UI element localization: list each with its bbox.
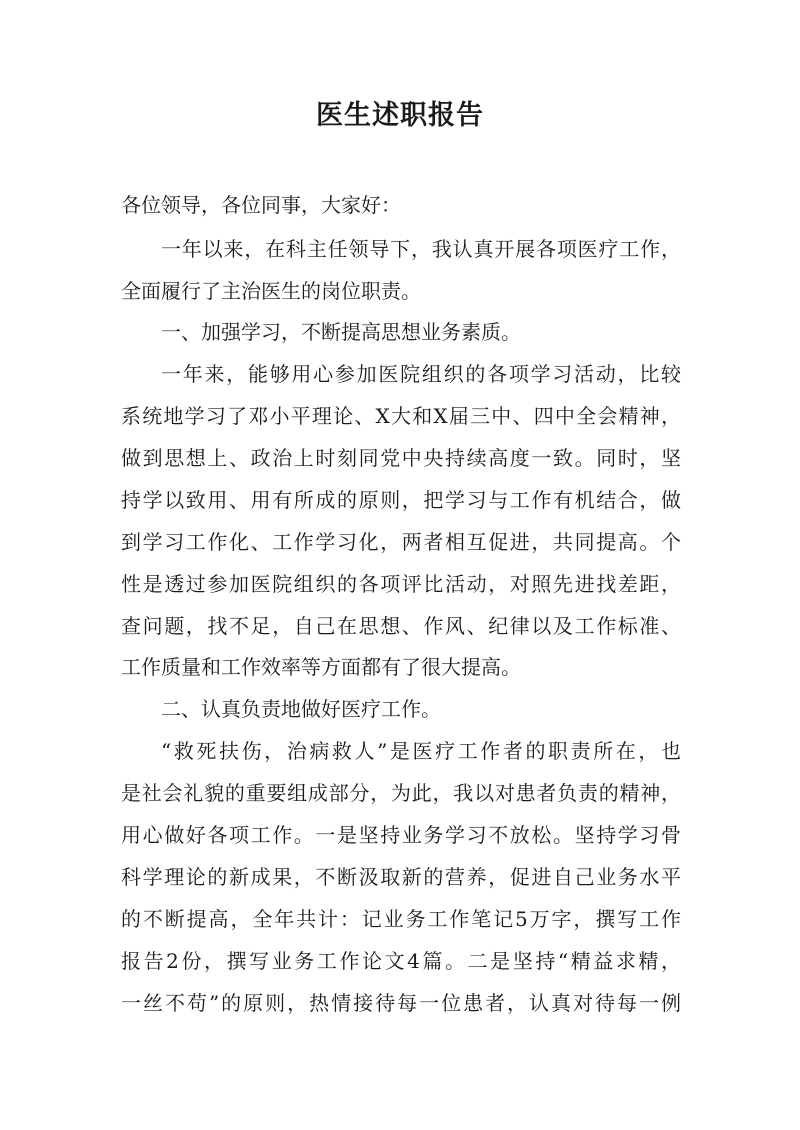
- greeting-line: 各位领导，各位同事，大家好：: [121, 193, 401, 217]
- paragraph-line: “救死扶伤，治病救人”是医疗工作者的职责所在，也: [161, 739, 681, 763]
- paragraph-line: 报告2份，撰写业务工作论文4篇。二是坚持“精益求精，: [121, 949, 681, 973]
- document-title: 医生述职报告: [316, 100, 484, 131]
- paragraph-line: 全面履行了主治医生的岗位职责。: [121, 279, 421, 303]
- paragraph-line: 一年来，能够用心参加医院组织的各项学习活动，比较: [161, 362, 681, 386]
- paragraph-line: 查问题，找不足，自己在思想、作风、纪律以及工作标准、: [121, 614, 681, 638]
- paragraph-line: 的不断提高，全年共计：记业务工作笔记5万字，撰写工作: [121, 907, 681, 931]
- paragraph-line: 一年以来，在科主任领导下，我认真开展各项医疗工作，: [161, 237, 681, 261]
- paragraph-line: 系统地学习了邓小平理论、X大和X届三中、四中全会精神，: [121, 404, 681, 428]
- paragraph-line: 性是透过参加医院组织的各项评比活动，对照先进找差距，: [121, 572, 681, 596]
- paragraph-line: 到学习工作化、工作学习化，两者相互促进，共同提高。个: [121, 530, 681, 554]
- paragraph-line: 科学理论的新成果，不断汲取新的营养，促进自己业务水平: [121, 865, 681, 889]
- section-heading-2: 二、认真负责地做好医疗工作。: [161, 697, 441, 721]
- paragraph-line: 一丝不苟”的原则，热情接待每一位患者，认真对待每一例: [121, 991, 681, 1015]
- section-heading-1: 一、加强学习，不断提高思想业务素质。: [161, 320, 521, 344]
- paragraph-line: 持学以致用、用有所成的原则，把学习与工作有机结合，做: [121, 488, 681, 512]
- paragraph-line: 是社会礼貌的重要组成部分，为此，我以对患者负责的精神，: [121, 781, 681, 805]
- paragraph-line: 做到思想上、政治上时刻同党中央持续高度一致。同时，坚: [121, 446, 681, 470]
- paragraph-line: 工作质量和工作效率等方面都有了很大提高。: [121, 655, 521, 679]
- paragraph-line: 用心做好各项工作。一是坚持业务学习不放松。坚持学习骨: [121, 823, 681, 847]
